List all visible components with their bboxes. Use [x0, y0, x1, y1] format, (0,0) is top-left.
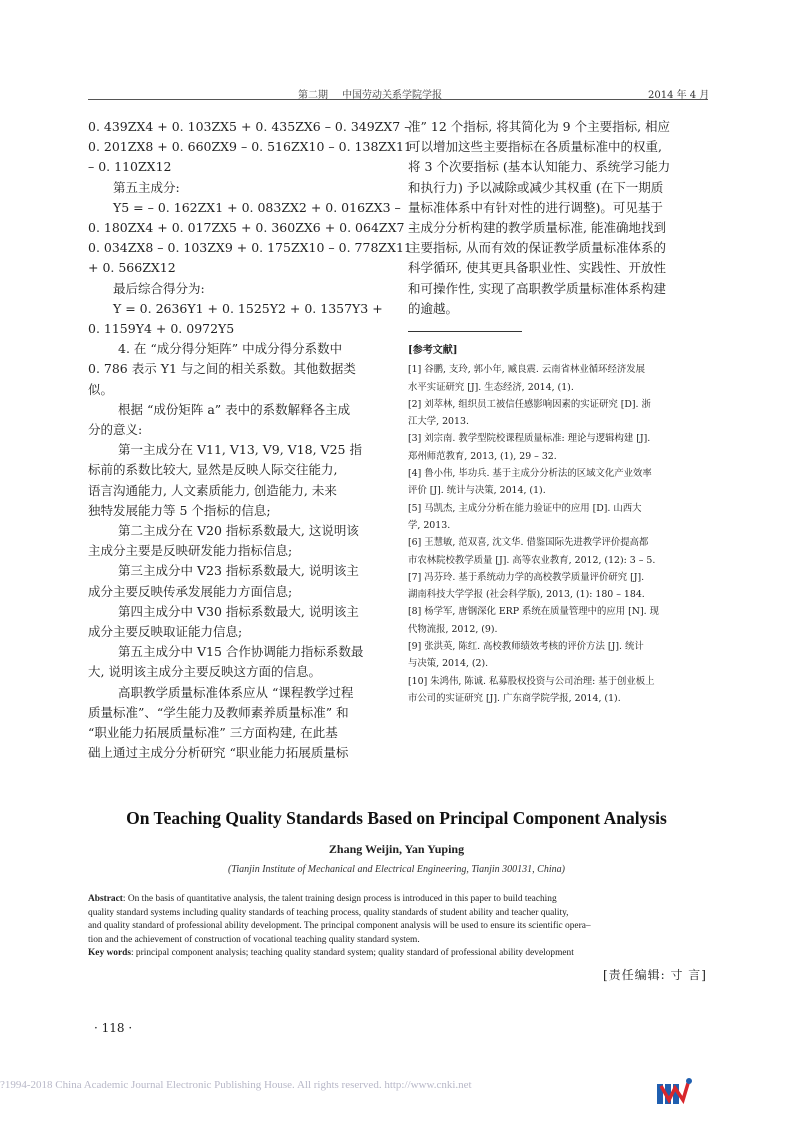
- left-body-line: 0. 201ZX8 + 0. 660ZX9 – 0. 516ZX10 – 0. 138ZX11: [88, 139, 412, 155]
- keywords-line: [88, 947, 708, 961]
- left-body-line: 成分主要反映传承发展能力方面信息;: [88, 583, 293, 599]
- left-body-line: 根据 “成份矩阵 a” 表中的系数解释各主成: [118, 401, 351, 417]
- keywords-text: : principal component analysis; teaching quality standard system; quality standard of professional ability development: [130, 948, 574, 959]
- right-body-line: 主要指标, 从而有效的保证教学质量标准体系的: [408, 240, 666, 256]
- left-body-line: 第五主成分:: [113, 179, 180, 195]
- abstract-label: Abstract: [88, 894, 123, 904]
- left-body-line: 独特发展能力等 5 个指标的信息;: [88, 502, 271, 518]
- left-body-line: Y5 = – 0. 162ZX1 + 0. 083ZX2 + 0. 016ZX3 –: [113, 199, 401, 215]
- reference-line: [2] 刘萃林, 组织员工被信任感影响因素的实证研究 [D]. 浙: [408, 398, 651, 410]
- reference-line: 水平实证研究 [J]. 生态经济, 2014, (1).: [408, 381, 574, 393]
- right-body-line: 的逾越。: [408, 300, 459, 316]
- header-rule: [88, 99, 708, 100]
- left-body-line: “职业能力拓展质量标准” 三方面构建, 在此基: [88, 725, 338, 741]
- reference-line: 代物流报, 2012, (9).: [408, 623, 498, 635]
- english-abstract: [88, 893, 708, 961]
- right-body-line: 和执行力) 予以减除或减少其权重 (在下一期质: [408, 179, 664, 195]
- left-body-line: 4. 在 “成分得分矩阵” 中成分得分系数中: [118, 341, 343, 357]
- reference-line: 市公司的实证研究 [J]. 广东商学院学报, 2014, (1).: [408, 692, 621, 704]
- reference-line: [3] 刘宗南. 教学型院校课程质量标准: 理论与逻辑构建 [J].: [408, 433, 651, 445]
- left-body-line: 标前的系数比较大, 显然是反映人际交往能力,: [88, 462, 338, 478]
- reference-line: 评价 [J]. 统计与决策, 2014, (1).: [408, 485, 546, 497]
- running-header-date: 2014 年 4 月: [648, 90, 710, 101]
- cnki-logo-icon: [655, 1076, 693, 1106]
- left-body-line: 大, 说明该主成分主要反映这方面的信息。: [88, 664, 321, 680]
- reference-line: 与决策, 2014, (2).: [408, 658, 489, 670]
- reference-line: [6] 王慧敏, 范双喜, 沈文华. 借鉴国际先进教学评价提高都: [408, 537, 649, 549]
- right-body-line: 可以增加这些主要指标在各质量标准中的权重,: [408, 139, 662, 155]
- reference-line: 江大学, 2013.: [408, 416, 469, 428]
- copyright-footer: ?1994-2018 China Academic Journal Electronic Publishing House. All rights reserved. http://www.cnki.net: [0, 1079, 472, 1091]
- right-body-line: 科学循环, 使其更具备职业性、实践性、开放性: [408, 260, 666, 276]
- english-title: On Teaching Quality Standards Based on Principal Component Analysis: [126, 808, 667, 828]
- reference-line: 湖南科技大学学报 (社会科学版), 2013, (1): 180 – 184.: [408, 589, 645, 601]
- abstract-text-4: tion and the achievement of construction of vocational teaching quality standard system.: [88, 934, 420, 945]
- reference-line: [10] 朱鸿伟, 陈诚. 私募股权投资与公司治理: 基于创业板上: [408, 675, 655, 687]
- left-body-line: – 0. 110ZX12: [88, 159, 172, 175]
- english-authors: Zhang Weijin, Yan Yuping: [328, 842, 465, 856]
- left-body-line: 第二主成分在 V20 指标系数最大, 这说明该: [118, 523, 359, 539]
- reference-line: [9] 张洪英, 陈红. 高校教师绩效考核的评价方法 [J]. 统计: [408, 641, 644, 653]
- running-header-journal: 中国劳动关系学院学报: [342, 90, 442, 101]
- reference-divider: [408, 331, 522, 332]
- references-section: [408, 342, 708, 707]
- left-body-line: 0. 439ZX4 + 0. 103ZX5 + 0. 435ZX6 – 0. 349ZX7 –: [88, 119, 411, 134]
- left-body-line: 似。: [88, 381, 114, 397]
- right-body-line: 将 3 个次要指标 (基本认知能力、系统学习能力: [408, 159, 671, 175]
- abstract-text-1: : On the basis of quantitative analysis, the talent training design process is introduced in this paper to build teaching: [122, 894, 557, 904]
- left-body-line: 第五主成分中 V15 合作协调能力指标系数最: [118, 644, 364, 660]
- left-body-line: 高职教学质量标准体系应从 “课程教学过程: [118, 684, 354, 700]
- left-body-line: 0. 1159Y4 + 0. 0972Y5: [88, 321, 235, 337]
- english-affiliation: (Tianjin Institute of Mechanical and Electrical Engineering, Tianjin 300131, China): [228, 864, 565, 875]
- right-body-line: 和可操作性, 实现了高职教学质量标准体系构建: [408, 280, 666, 296]
- right-body-line: 主成分分析构建的教学质量标准, 能准确地找到: [408, 220, 666, 236]
- page-number: · 118 ·: [94, 1021, 133, 1035]
- right-body-line: 准” 12 个指标, 将其简化为 9 个主要指标, 相应: [408, 119, 671, 134]
- right-body-line: 量标准体系中有针对性的进行调整)。可见基于: [408, 199, 663, 215]
- reference-line: [8] 杨学军, 唐钢深化 ERP 系统在质量管理中的应用 [N]. 现: [408, 606, 659, 618]
- left-body-line: 0. 034ZX8 – 0. 103ZX9 + 0. 175ZX10 – 0. 778ZX11: [88, 240, 412, 256]
- running-header-issue: 第二期: [298, 90, 328, 101]
- left-body-line: 第四主成分中 V30 指标系数最大, 说明该主: [118, 603, 359, 619]
- reference-line: [5] 马凯杰, 主成分分析在能力验证中的应用 [D]. 山西大: [408, 502, 642, 514]
- reference-line: [7] 冯芬玲. 基于系统动力学的高校教学质量评价研究 [J].: [408, 571, 645, 583]
- left-body-line: + 0. 566ZX12: [88, 260, 176, 276]
- reference-line: 市农林院校教学质量 [J]. 高等农业教育, 2012, (12): 3 – 5.: [408, 554, 656, 566]
- left-body-line: 成分主要反映取证能力信息;: [88, 624, 243, 640]
- left-body-line: 础上通过主成分分析研究 “职业能力拓展质量标: [88, 745, 349, 761]
- abstract-text-3: and quality standard of professional ability development. The principal component analysis will be used to ensure its scientific opera–: [88, 921, 591, 932]
- reference-line: [1] 谷鹏, 支玲, 郭小年, 臧良震. 云南省林业循环经济发展: [408, 364, 645, 376]
- left-body-line: 分的意义:: [88, 422, 143, 438]
- abstract-line: [88, 893, 708, 907]
- abstract-text-2: quality standard systems including quality standards of teaching process, quality standards of student ability and teacher quality,: [88, 907, 569, 918]
- left-body-line: 主成分主要是反映研发能力指标信息;: [88, 543, 293, 559]
- left-body-line: 最后综合得分为:: [113, 280, 205, 296]
- reference-line: 郑州师范教育, 2013, (1), 29 – 32.: [408, 450, 557, 462]
- keywords-label: Key words: [88, 948, 131, 959]
- left-body-line: 语言沟通能力, 人文素质能力, 创造能力, 未来: [88, 482, 337, 498]
- left-body-line: Y = 0. 2636Y1 + 0. 1525Y2 + 0. 1357Y3 +: [113, 300, 383, 316]
- left-body-line: 第一主成分在 V11, V13, V9, V18, V25 指: [118, 442, 362, 458]
- left-body-line: 质量标准”、“学生能力及教师素养质量标准” 和: [88, 704, 349, 720]
- left-body-line: 第三主成分中 V23 指标系数最大, 说明该主: [118, 563, 359, 579]
- left-body-line: 0. 786 表示 Y1 与之间的相关系数。其他数据类: [88, 361, 356, 377]
- left-body-line: 0. 180ZX4 + 0. 017ZX5 + 0. 360ZX6 + 0. 064ZX7 –: [88, 220, 415, 236]
- right-body-column: [408, 117, 708, 319]
- references-heading: [参考文献]: [408, 345, 458, 356]
- reference-line: 学, 2013.: [408, 519, 451, 531]
- left-body-column: [88, 117, 415, 764]
- reference-line: [4] 鲁小伟, 毕功兵. 基于主成分分析法的区域文化产业效率: [408, 468, 652, 480]
- responsible-editor: [责任编辑: 寸 言]: [602, 968, 707, 982]
